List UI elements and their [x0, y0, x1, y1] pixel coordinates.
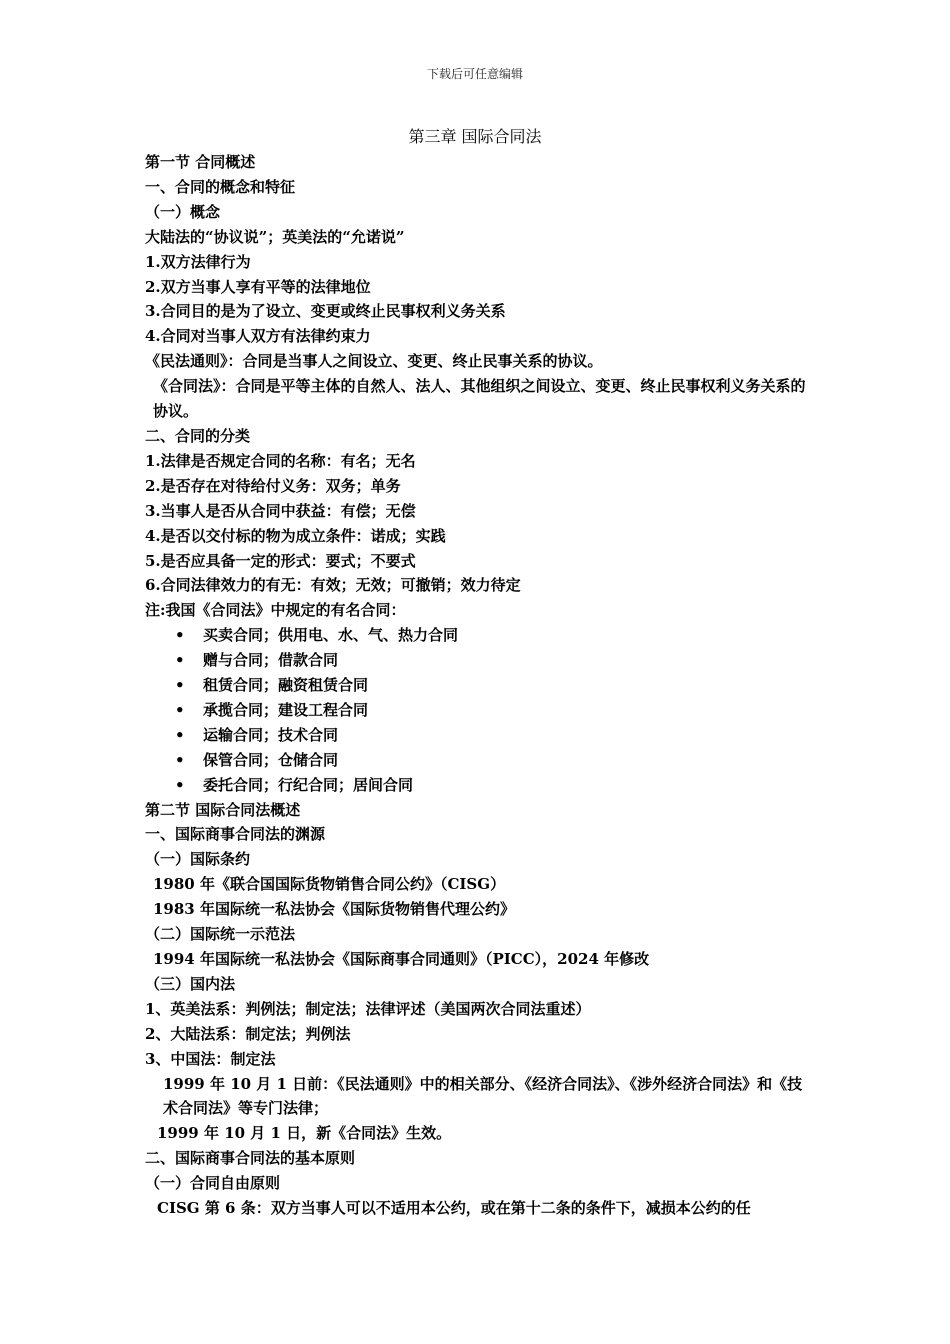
- subsection-heading: 二、合同的分类: [145, 426, 251, 445]
- text-line: 大陆法的“协议说”；英美法的“允诺说”: [145, 227, 405, 246]
- text-line: 5.是否应具备一定的形式：要式；不要式: [145, 551, 416, 570]
- list-item: • 赠与合同；借款合同: [145, 648, 810, 673]
- list-item: • 保管合同；仓储合同: [145, 748, 810, 773]
- text-line: 1994 年国际统一私法协会《国际商事合同通则》（PICC），2024 年修改: [153, 950, 650, 968]
- bullet-icon: •: [175, 700, 185, 719]
- section-heading: 第一节 合同概述: [145, 153, 256, 171]
- section-heading: 第二节 国际合同法概述: [145, 800, 301, 819]
- text-line: 2.双方当事人享有平等的法律地位: [145, 277, 371, 296]
- contract-law-paragraph: 《合同法》：合同是平等主体的自然人、法人、其他组织之间设立、变更、终止民事权利义务关系的协议。: [153, 377, 806, 421]
- text-line: 4.是否以交付标的物为成立条件：诺成；实践: [145, 526, 446, 545]
- list-item: • 买卖合同；供用电、水、气、热力合同: [145, 623, 810, 648]
- page-header: 下载后可任意编辑: [426, 67, 523, 81]
- text-line: 4.合同对当事人双方有法律约束力: [145, 327, 371, 346]
- text-line: 3、中国法：制定法: [145, 1049, 276, 1068]
- list-item: • 租赁合同；融资租赁合同: [145, 673, 810, 698]
- text-line: CISG 第 6 条：双方当事人可以不适用本公约，或在第十二条的条件下，减损本公约的任: [157, 1199, 751, 1218]
- subsection-heading: （一）概念: [145, 202, 221, 221]
- document-body: [145, 150, 810, 1221]
- text-line: 3.合同目的是为了设立、变更或终止民事权利义务关系: [145, 302, 506, 321]
- subsection-heading: 一、国际商事合同法的渊源: [145, 825, 326, 844]
- text-line: 1983 年国际统一私法协会《国际货物销售代理公约》: [153, 900, 515, 919]
- subsection-heading: 二、国际商事合同法的基本原则: [145, 1149, 356, 1168]
- text-line: 2.是否存在对待给付义务：双务；单务: [145, 476, 401, 495]
- bullet-icon: •: [175, 750, 185, 769]
- text-line: 2、大陆法系：制定法；判例法: [145, 1024, 351, 1043]
- text-paragraph: 1999 年 10 月 1 日前：《民法通则》中的相关部分、《经济合同法》、《涉外经济合同法》和《技术合同法》等专门法律；: [163, 1074, 803, 1118]
- bullet-icon: •: [175, 651, 185, 670]
- bullet-icon: •: [175, 626, 185, 645]
- subsection-heading: （三）国内法: [145, 974, 236, 993]
- subsection-heading: （二）国际统一示范法: [145, 925, 296, 944]
- list-item: • 委托合同；行纪合同；居间合同: [145, 773, 810, 798]
- text-line: 1.双方法律行为: [145, 252, 251, 271]
- text-line: 6.合同法律效力的有无：有效；无效；可撤销；效力待定: [145, 576, 521, 595]
- text-line: 注:我国《合同法》中规定的有名合同：: [145, 601, 406, 620]
- bullet-icon: •: [175, 676, 185, 695]
- text-line: 《民法通则》：合同是当事人之间设立、变更、终止民事关系的协议。: [145, 352, 603, 371]
- bullet-icon: •: [175, 725, 185, 744]
- subsection-heading: 一、合同的概念和特征: [145, 177, 296, 196]
- text-line: 3.当事人是否从合同中获益：有偿；无偿: [145, 501, 416, 520]
- chapter-title: 第三章 国际合同法: [408, 127, 542, 146]
- list-item: • 运输合同；技术合同: [145, 723, 810, 748]
- text-line: 1980 年《联合国国际货物销售合同公约》（CISG）: [153, 875, 506, 894]
- text-line: 1.法律是否规定合同的名称：有名；无名: [145, 451, 416, 470]
- subsection-heading: （一）国际条约: [145, 850, 251, 869]
- text-line: 1、英美法系：判例法；制定法；法律评述（美国两次合同法重述）: [145, 999, 591, 1018]
- text-line: 1999 年 10 月 1 日，新《合同法》生效。: [157, 1124, 452, 1143]
- subsection-heading: （一）合同自由原则: [145, 1174, 281, 1193]
- bullet-icon: •: [175, 775, 185, 794]
- list-item: • 承揽合同；建设工程合同: [145, 698, 810, 723]
